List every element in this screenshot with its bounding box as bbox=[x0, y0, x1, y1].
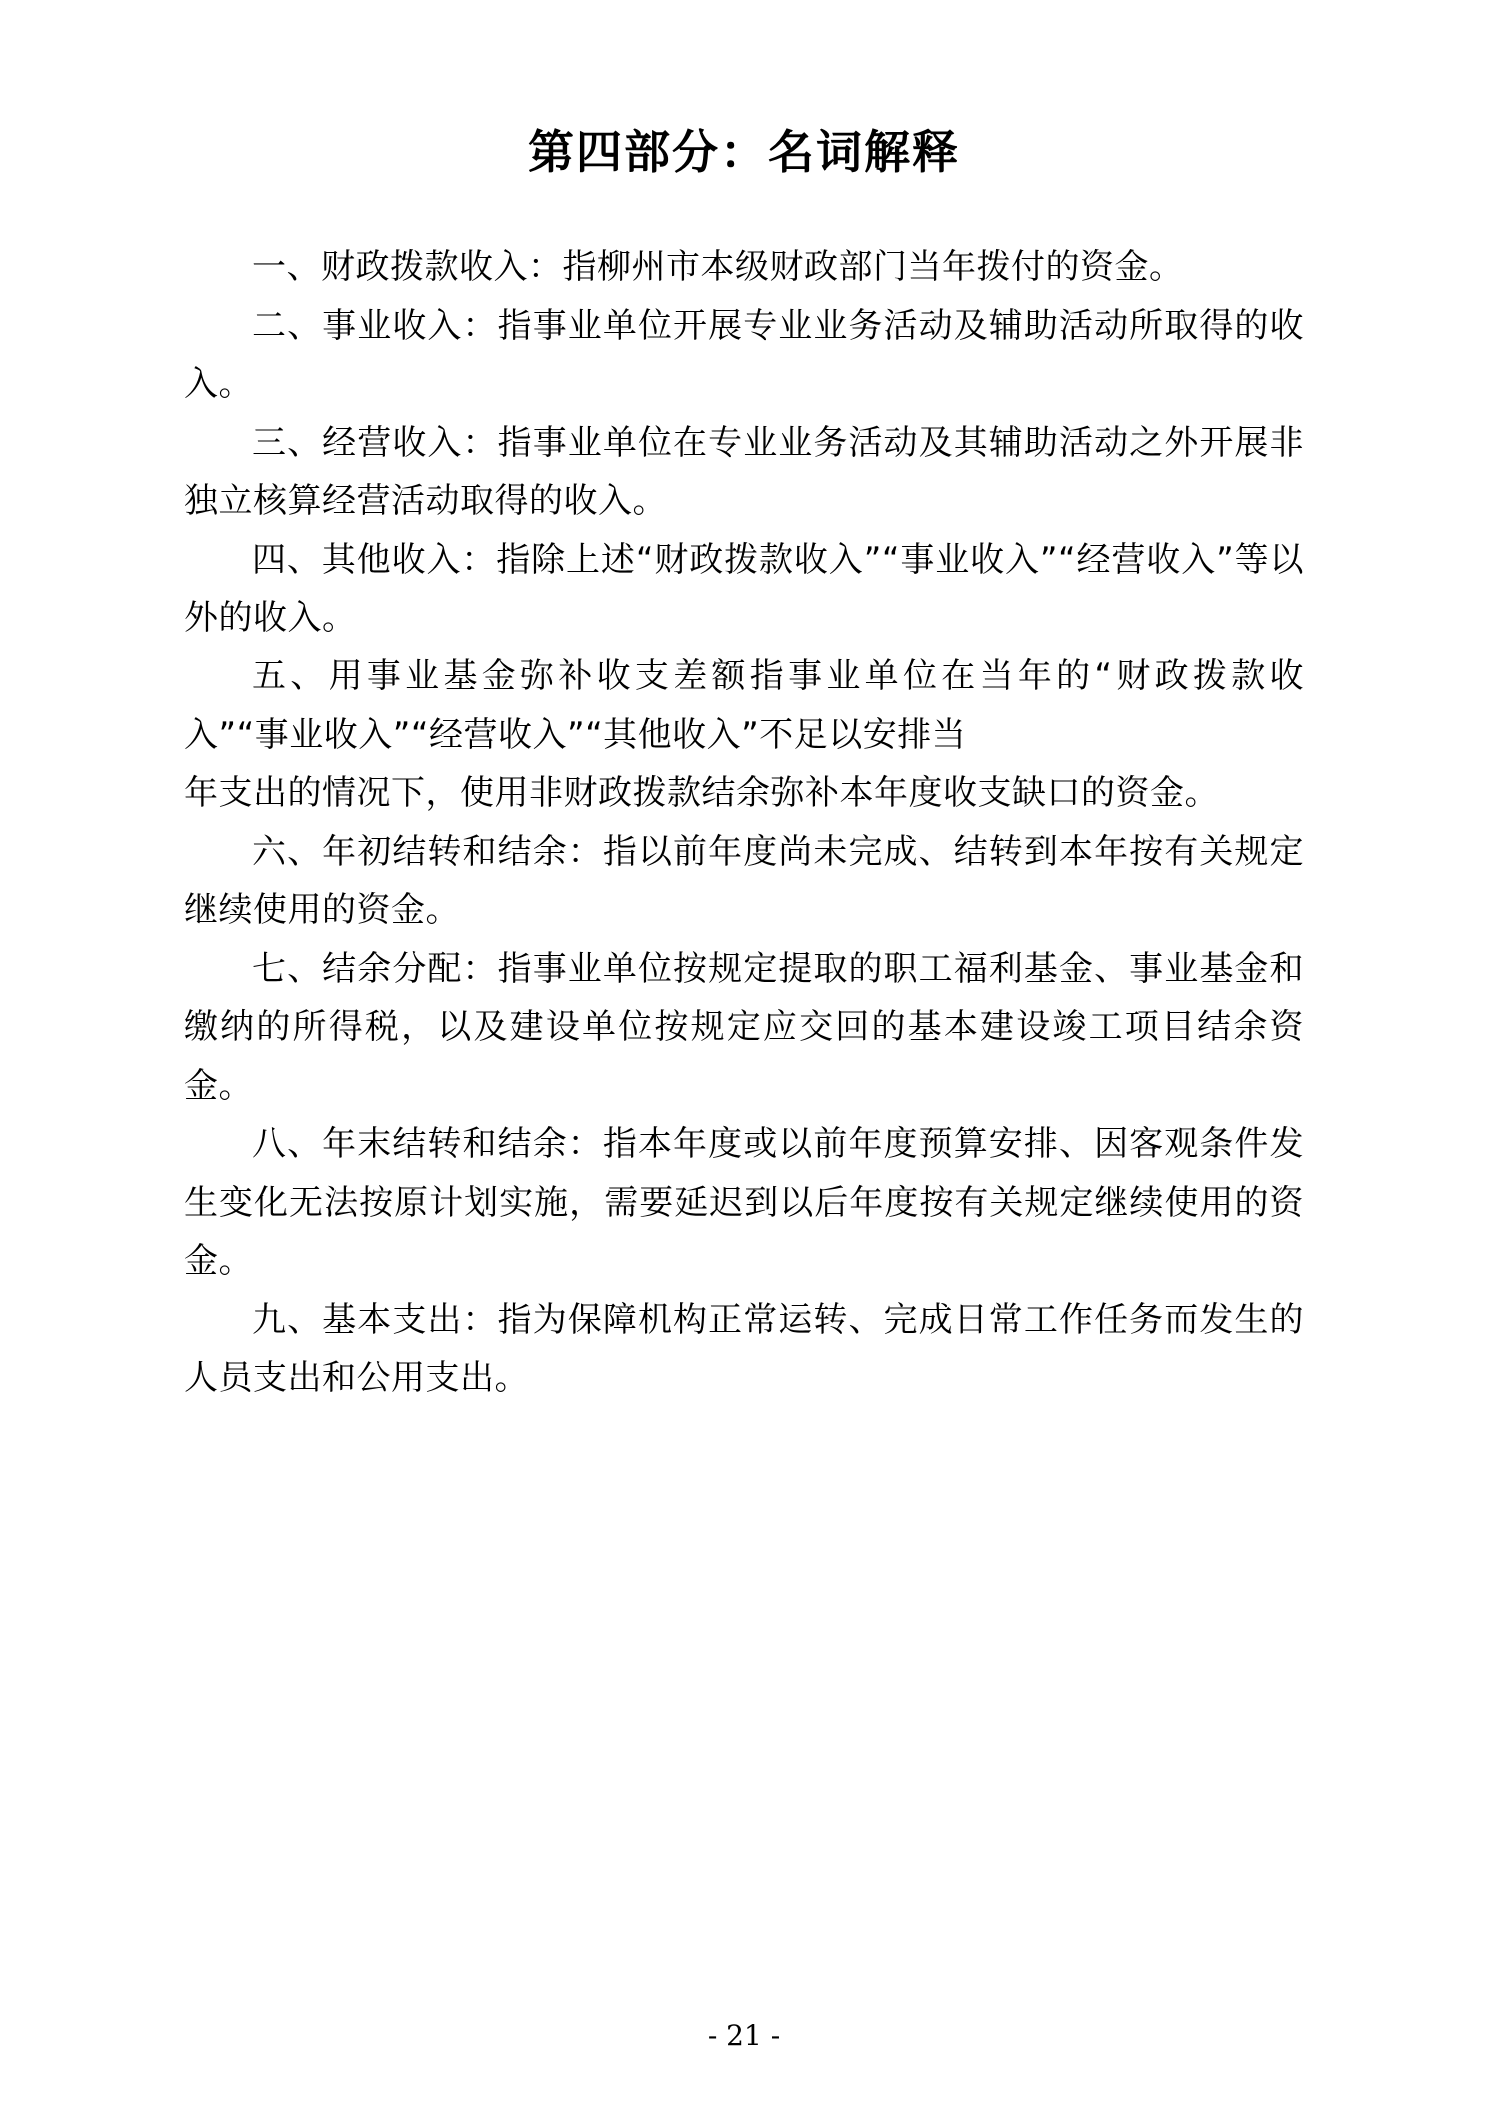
paragraph-6: 六、年初结转和结余：指以前年度尚未完成、结转到本年按有关规定继续使用的资金。 bbox=[184, 831, 1304, 931]
document-body bbox=[184, 180, 1304, 1407]
paragraph-4: 四、其他收入：指除上述“财政拨款收入”“事业收入”“经营收入”等以外的收入。 bbox=[184, 539, 1304, 638]
paragraph-1: 一、财政拨款收入：指柳州市本级财政部门当年拨付的资金。 bbox=[252, 247, 1184, 288]
paragraph-9: 九、基本支出：指为保障机构正常运转、完成日常工作任务而发生的人员支出和公用支出。 bbox=[184, 1299, 1304, 1399]
paragraph-5: 五、用事业基金弥补收支差额指事业单位在当年的“财政拨款收入”“事业收入”“经营收入”“其他收入”不足以安排当 bbox=[184, 656, 1304, 755]
page-number: - 21 - bbox=[707, 2019, 781, 2052]
paragraph-7: 七、结余分配：指事业单位按规定提取的职工福利基金、事业基金和缴纳的所得税，以及建设单位按规定应交回的基本建设竣工项目结余资金。 bbox=[184, 948, 1304, 1106]
page-title: 第四部分：名词解释 bbox=[528, 125, 960, 179]
paragraph-5-continued: 年支出的情况下，使用非财政拨款结余弥补本年度收支缺口的资金。 bbox=[184, 773, 1219, 814]
paragraph-2: 二、事业收入：指事业单位开展专业业务活动及辅助活动所取得的收入。 bbox=[184, 305, 1304, 405]
paragraph-3: 三、经营收入：指事业单位在专业业务活动及其辅助活动之外开展非独立核算经营活动取得的收入。 bbox=[184, 422, 1304, 522]
paragraph-8: 八、年末结转和结余：指本年度或以前年度预算安排、因客观条件发生变化无法按原计划实施，需要延迟到以后年度按有关规定继续使用的资金。 bbox=[184, 1124, 1304, 1282]
